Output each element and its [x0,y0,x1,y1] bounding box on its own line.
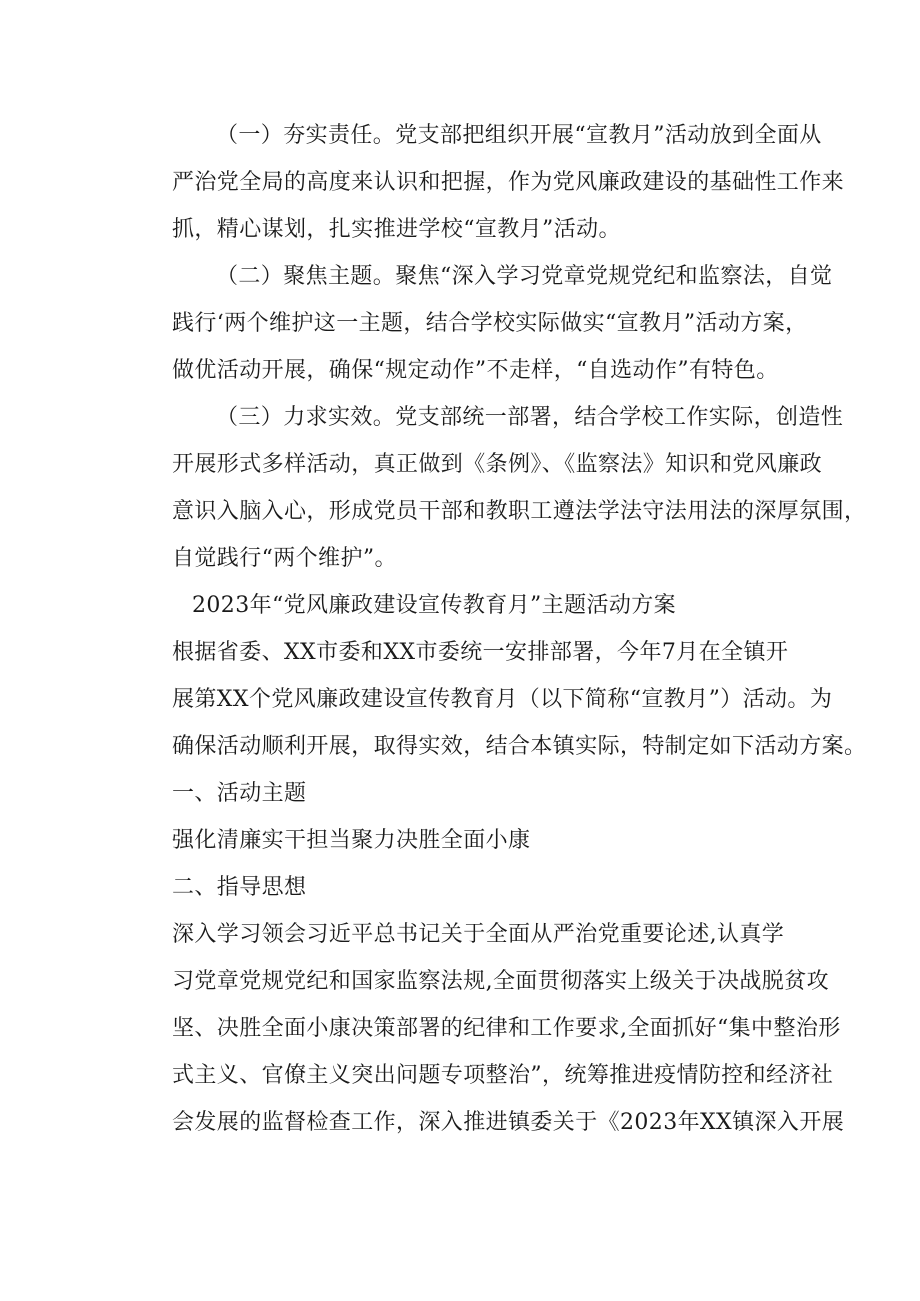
paragraph-2-line-3: 做优活动开展，确保“规定动作”不走样，“自选动作”有特色。 [172,358,779,383]
paragraph-3-line-4: 自觉践行“两个维护”。 [172,546,397,571]
intro-line-2: 展第XX个党风廉政建设宣传教育月（以下简称“宣教月”）活动。为 [172,687,833,712]
section-2-line-5: 会发展的监督检查工作，深入推进镇委关于《2023年XX镇深入开展 [172,1110,845,1135]
paragraph-2-line-2: 践行‘两个维护这一主题，结合学校实际做实“宣教月”活动方案， [172,311,808,336]
paragraph-1-line-3: 抓，精心谋划，扎实推进学校“宣教月”活动。 [172,217,621,242]
paragraph-2-line-1: （二）聚焦主题。聚焦“深入学习党章党规党纪和监察法，自觉 [216,264,833,289]
paragraph-3-line-2: 开展形式多样活动，真正做到《条例》、《监察法》知识和党风廉政 [172,452,823,477]
section-2-line-1: 深入学习领会习近平总书记关于全面从严治党重要论述,认真学 [172,922,785,947]
section-2-line-3: 坚、决胜全面小康决策部署的纪律和工作要求,全面抓好“集中整治形 [172,1016,841,1041]
intro-line-1: 根据省委、XX市委和XX市委统一安排部署，今年7月在全镇开 [172,640,789,665]
section-1-body: 强化清廉实干担当聚力决胜全面小康 [172,828,531,853]
document-title: 2023年“党风廉政建设宣传教育月”主题活动方案 [192,593,677,618]
section-2-line-2: 习党章党规党纪和国家监察法规,全面贯彻落实上级关于决战脱贫攻 [172,969,829,994]
paragraph-3-line-3: 意识入脑入心，形成党员干部和教职工遵法学法守法用法的深厚氛围， [172,499,867,524]
paragraph-3-line-1: （三）力求实效。党支部统一部署，结合学校工作实际，创造性 [216,405,844,430]
paragraph-1-line-1: （一）夯实责任。党支部把组织开展“宣教月”活动放到全面从 [216,123,822,148]
section-2-heading: 二、指导思想 [172,875,307,900]
paragraph-1-line-2: 严治党全局的高度来认识和把握，作为党风廉政建设的基础性工作来 [172,170,845,195]
section-1-heading: 一、活动主题 [172,781,307,806]
section-2-line-4: 式主义、官僚主义突出问题专项整治”，统筹推进疫情防控和经济社 [172,1063,834,1088]
intro-line-3: 确保活动顺利开展，取得实效，结合本镇实际，特制定如下活动方案。 [172,734,867,759]
